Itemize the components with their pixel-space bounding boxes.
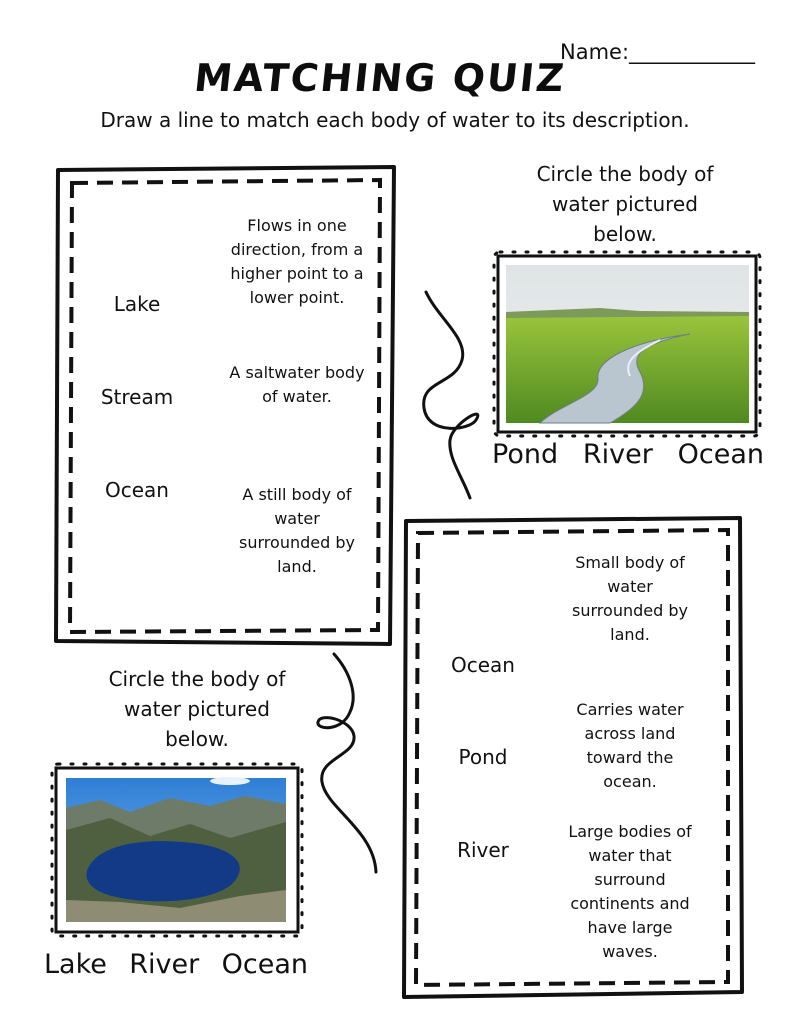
quiz2-term-pond[interactable]: Pond [458,745,508,769]
quiz2-description-1[interactable]: Small body of water surrounded by land. [572,553,688,644]
photo1-prompt: Circle the body of water pictured below. [536,162,714,246]
quiz1-description-3[interactable]: A still body of water surrounded by land. [239,485,355,576]
quiz1-term-lake[interactable]: Lake [113,292,161,316]
photo1-choices [492,439,764,470]
quiz2-description-2[interactable]: Carries water across land toward the ocean. [576,700,684,791]
quiz2-description-3[interactable]: Large bodies of water that surround continents and have large waves. [568,822,692,961]
instructions: Draw a line to match each body of water to its description. [100,108,690,132]
photo1-choice-ocean[interactable]: Ocean [677,439,764,470]
quiz2-term-ocean[interactable]: Ocean [451,653,515,677]
squiggle-connector-top [424,292,478,498]
photo2-choice-ocean[interactable]: Ocean [221,949,308,980]
photo1-choice-pond[interactable]: Pond [492,439,559,470]
river-photo [506,265,749,423]
quiz1-term-stream[interactable]: Stream [100,385,174,409]
quiz1-description-2[interactable]: A saltwater body of water. [229,363,365,406]
quiz1-description-1[interactable]: Flows in one direction, from a higher point to a lower point. [230,216,364,307]
photo1-choice-river[interactable]: River [582,439,653,470]
squiggle-connector-bottom [318,654,376,872]
photo2-choice-lake[interactable]: Lake [44,949,107,980]
photo2-choice-river[interactable]: River [129,949,200,980]
quiz1-term-ocean[interactable]: Ocean [105,478,169,502]
photo2-choices [44,949,308,980]
page-title: MATCHING QUIZ [192,56,568,100]
name-field-label[interactable]: Name:____________ [560,40,756,64]
quiz2-term-river[interactable]: River [457,838,509,862]
lake-photo [66,777,286,922]
photo2-prompt: Circle the body of water pictured below. [108,667,286,751]
